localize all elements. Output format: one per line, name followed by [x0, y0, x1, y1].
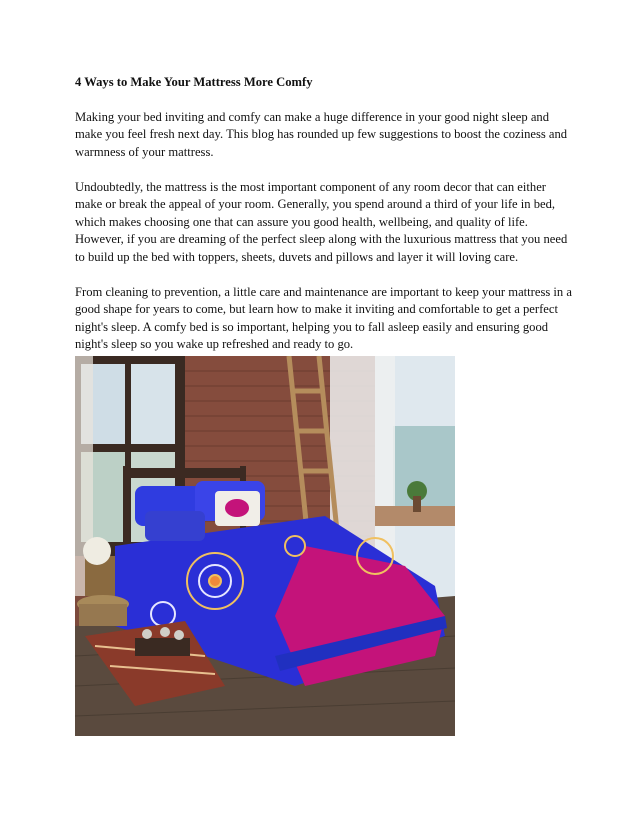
article-body [75, 74, 575, 371]
paragraph-mattress-importance: Undoubtedly, the mattress is the most important component of any room decor that can either make or break the appeal of your room. Generally, you spend around a third of your life in bed, which makes choosing one that can assure you good health, wellbeing, and quality of life. However, if you are dreaming of the perfect sleep along with the luxurious mattress that you need to build up the bed with toppers, sheets, duvets and pillows and layer it will loving care. [75, 179, 568, 264]
bedroom-photo [75, 356, 455, 736]
paragraph-intro: Making your bed inviting and comfy can make a huge difference in your good night sleep and make you feel fresh next day. This blog has rounded up few suggestions to boost the coziness and warmness of your mattress. [75, 109, 568, 159]
paragraph-care-maintenance: From cleaning to prevention, a little care and maintenance are important to keep your mattress in a good shape for years to come, but learn how to make it inviting and comfortable to get a perfect night's sleep. A comfy bed is so important, helping you to fall asleep easily and ensuring good night's sleep so you wake up refreshed and ready to go. [75, 284, 572, 351]
article-title: 4 Ways to Make Your Mattress More Comfy [75, 75, 313, 89]
